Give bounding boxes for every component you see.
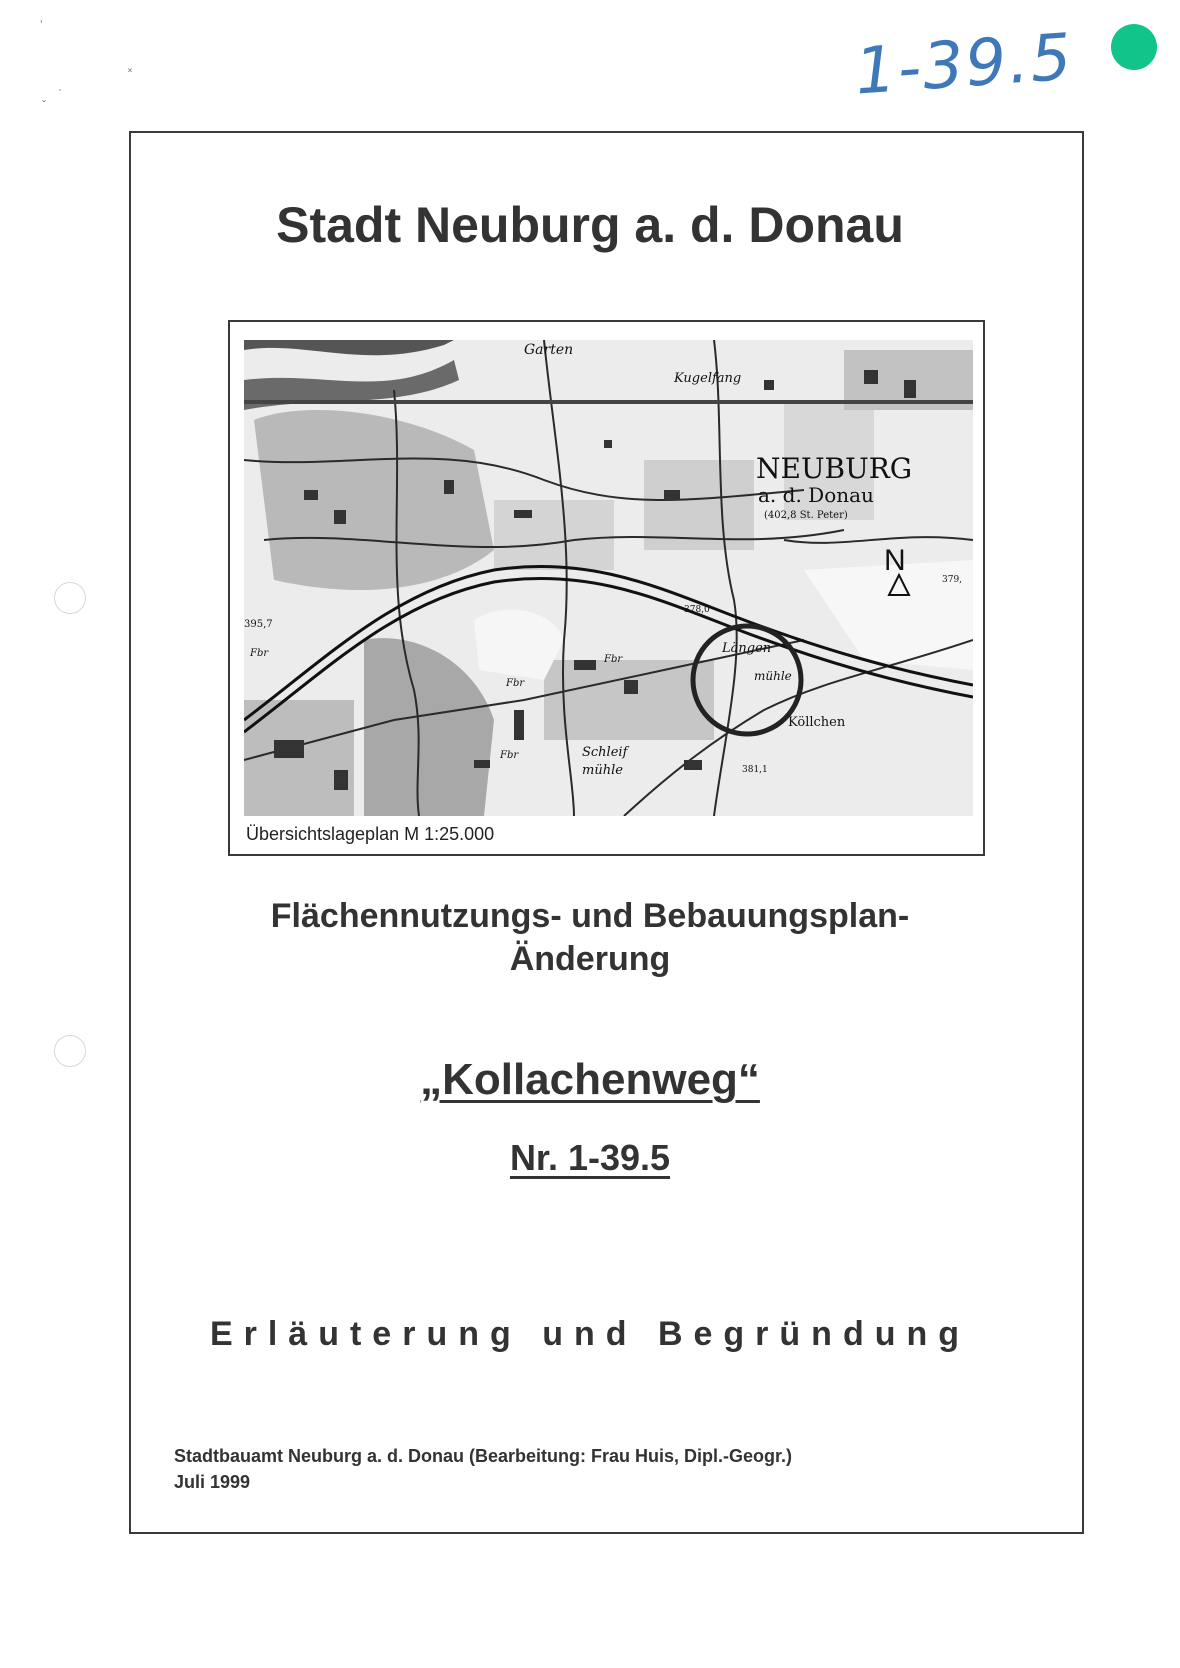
project-number-text: Nr. 1-39.5 xyxy=(509,1137,671,1178)
map-elevation-label: (402,8 St. Peter) xyxy=(764,510,848,521)
map-label-muehle: mühle xyxy=(754,669,792,683)
punch-hole xyxy=(54,582,86,614)
explanation-heading: Erläuterung und Begründung xyxy=(209,1315,971,1353)
map-label-koellchen: Köllchen xyxy=(788,715,846,730)
map-elevation-395: 395,7 xyxy=(244,619,273,630)
map-label-laengen: Längen xyxy=(722,641,772,656)
map-label-schleif: Schleif xyxy=(582,745,628,760)
map-city-label: NEUBURG xyxy=(756,452,913,485)
map-elevation-381: 381,1 xyxy=(742,765,768,775)
footer-date-line: Juli 1999 xyxy=(174,1472,251,1492)
map-north-label: N xyxy=(884,544,906,577)
map-label-kugelfang: Kugelfang xyxy=(674,371,742,386)
scan-speck: ʼ xyxy=(40,18,43,32)
project-number xyxy=(0,1137,1180,1179)
footer-office-line: Stadtbauamt Neuburg a. d. Donau (Bearbeitung: Frau Huis, Dipl.-Geogr.) xyxy=(174,1446,793,1466)
map-elevation-379: 379, xyxy=(942,575,963,585)
green-marker-dot xyxy=(1111,24,1157,70)
plan-type-line1: Flächennutzungs- und Bebauungsplan- xyxy=(270,897,910,935)
project-name xyxy=(0,1055,1180,1105)
map-caption: Übersichtslageplan M 1:25.000 xyxy=(246,824,495,844)
project-name-text: „Kollachenweg“ xyxy=(420,1055,760,1104)
topographic-map-image xyxy=(244,340,973,816)
footer xyxy=(174,1443,792,1495)
map-label-schleif-muehle: mühle xyxy=(582,763,623,778)
plan-type-line2: Änderung xyxy=(509,940,671,978)
map-city-sub-label: a. d. Donau xyxy=(758,483,874,507)
map-elevation-378: 378,0 xyxy=(684,605,710,615)
scan-speck: · xyxy=(58,82,62,96)
map-label-fbr: Fbr xyxy=(604,654,623,665)
overview-map xyxy=(228,320,985,856)
map-label-fbr: Fbr xyxy=(506,678,525,689)
page-title: Stadt Neuburg a. d. Donau xyxy=(276,197,904,253)
map-label-fbr: Fbr xyxy=(250,648,269,659)
scan-speck: ˇ xyxy=(42,98,46,112)
handwritten-document-number: 1-39.5 xyxy=(852,20,1076,110)
scan-speck: ˟ xyxy=(128,66,132,80)
map-label-fbr: Fbr xyxy=(500,750,519,761)
map-label-garten: Garten xyxy=(524,342,574,358)
